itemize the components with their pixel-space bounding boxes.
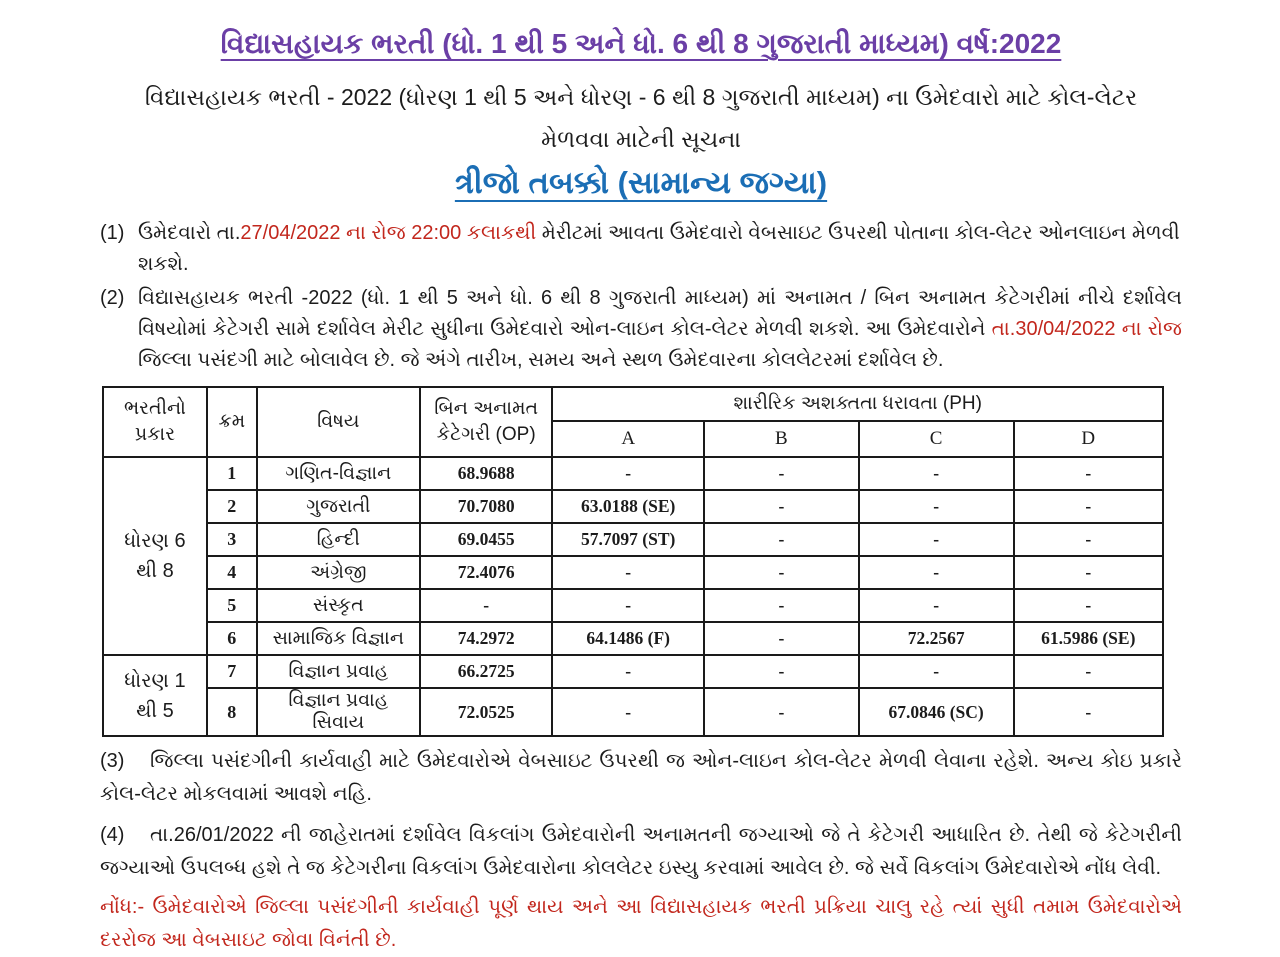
notice-1-date-highlight: 27/04/2022 ના રોજ 22:00 કલાકથી bbox=[240, 222, 537, 244]
subject-cell: ગણિત-વિજ્ઞાન bbox=[257, 457, 420, 490]
notice-1-number: (1) bbox=[100, 222, 125, 244]
subject-cell: વિજ્ઞાન પ્રવાહ bbox=[257, 655, 420, 688]
ph-d-cell: - bbox=[1014, 523, 1164, 556]
op-cutoff-cell: 70.7080 bbox=[420, 490, 553, 523]
op-cutoff-cell: 66.2725 bbox=[420, 655, 553, 688]
header-open-category: બિન અનામત કેટેગરી (OP) bbox=[420, 387, 553, 457]
table-row bbox=[103, 589, 1163, 622]
notice-3 bbox=[100, 745, 1182, 811]
serial-cell: 8 bbox=[207, 688, 257, 736]
serial-cell: 1 bbox=[207, 457, 257, 490]
subtitle-line-1: વિદ્યાસહાયક ભરતી - 2022 (ધોરણ 1 થી 5 અને ધોરણ - 6 થી 8 ગુજરાતી માધ્યમ) ના ઉમેદવારો માટે કોલ-લેટર bbox=[144, 84, 1138, 110]
ph-a-cell: - bbox=[552, 457, 704, 490]
subject-cell: સામાજિક વિજ્ઞાન bbox=[257, 622, 420, 655]
header-ph-a: A bbox=[552, 421, 704, 457]
op-cutoff-cell: 69.0455 bbox=[420, 523, 553, 556]
ph-c-cell: - bbox=[859, 556, 1014, 589]
merit-cutoff-table bbox=[102, 386, 1164, 737]
footer-note bbox=[100, 891, 1182, 957]
ph-d-cell: - bbox=[1014, 556, 1164, 589]
group-cell-std-1-5: ધોરણ 1 થી 5 bbox=[103, 655, 207, 736]
header-ph-c: C bbox=[859, 421, 1014, 457]
table-row bbox=[103, 556, 1163, 589]
op-cutoff-cell: 74.2972 bbox=[420, 622, 553, 655]
footer-note-text: ઉમેદવારોએ જિલ્લા પસંદગીની કાર્યવાહી પૂર્ણ થાય અને આ વિદ્યાસહાયક ભરતી પ્રક્રિયા ચાલુ રહે ત્યાં સુધી તમામ ઉમેદવારોએ દરરોજ આ વેબસાઇટ જોવા વિનંતી છે. bbox=[100, 896, 1182, 951]
subject-cell: સંસ્કૃત bbox=[257, 589, 420, 622]
notice-1 bbox=[100, 218, 1182, 280]
ph-a-cell: - bbox=[552, 589, 704, 622]
ph-a-cell: 64.1486 (F) bbox=[552, 622, 704, 655]
ph-c-cell: 72.2567 bbox=[859, 622, 1014, 655]
ph-d-cell: - bbox=[1014, 457, 1164, 490]
ph-c-cell: - bbox=[859, 655, 1014, 688]
ph-a-cell: - bbox=[552, 556, 704, 589]
table-row bbox=[103, 457, 1163, 490]
op-cutoff-cell: 72.4076 bbox=[420, 556, 553, 589]
table-row bbox=[103, 622, 1163, 655]
ph-b-cell: - bbox=[704, 457, 859, 490]
ph-c-cell: - bbox=[859, 490, 1014, 523]
serial-cell: 6 bbox=[207, 622, 257, 655]
ph-b-cell: - bbox=[704, 523, 859, 556]
header-ph-group: શારીરિક અશક્તતા ધરાવતા (PH) bbox=[552, 387, 1163, 421]
notice-1-text-post: મેરીટમાં આવતા ઉમેદવારો વેબસાઇટ ઉપરથી પોતાના કોલ-લેટર ઓનલાઇન મેળવી શકશે. bbox=[138, 222, 1180, 275]
ph-c-cell: 67.0846 (SC) bbox=[859, 688, 1014, 736]
ph-b-cell: - bbox=[704, 655, 859, 688]
serial-cell: 7 bbox=[207, 655, 257, 688]
ph-a-cell: - bbox=[552, 655, 704, 688]
ph-d-cell: - bbox=[1014, 655, 1164, 688]
ph-a-cell: - bbox=[552, 688, 704, 736]
table-row bbox=[103, 655, 1163, 688]
subject-cell: અંગ્રેજી bbox=[257, 556, 420, 589]
op-cutoff-cell: 72.0525 bbox=[420, 688, 553, 736]
notice-2-text-post: જિલ્લા પસંદગી માટે બોલાવેલ છે. જે અંગે તારીખ, સમય અને સ્થળ ઉમેદવારના કોલલેટરમાં દર્શાવેલ છે. bbox=[138, 349, 944, 371]
notice-2-number: (2) bbox=[100, 287, 125, 309]
notice-2-text-pre: વિદ્યાસહાયક ભરતી -2022 (ધો. 1 થી 5 અને ધો. 6 થી 8 ગુજરાતી માધ્યમ) માં અનામત / બિન અનામત કેટેગરીમાં નીચે દર્શાવેલ વિષયોમાં કેટેગરી સામે દર્શાવેલ મેરીટ સુધીના ઉમેદવારો ઓન-લાઇન કોલ-લેટર મેળવી શકશે. આ ઉમેદવારોને bbox=[138, 287, 1182, 340]
serial-cell: 3 bbox=[207, 523, 257, 556]
header-ph-d: D bbox=[1014, 421, 1164, 457]
ph-d-cell: - bbox=[1014, 589, 1164, 622]
ph-b-cell: - bbox=[704, 622, 859, 655]
ph-a-cell: 57.7097 (ST) bbox=[552, 523, 704, 556]
table-row bbox=[103, 688, 1163, 736]
header-recruitment-type: ભરતીનો પ્રકાર bbox=[103, 387, 207, 457]
subject-cell: હિન્દી bbox=[257, 523, 420, 556]
ph-d-cell: - bbox=[1014, 490, 1164, 523]
header-serial: ક્રમ bbox=[207, 387, 257, 457]
notice-1-text-pre: ઉમેદવારો તા. bbox=[138, 222, 241, 244]
notice-3-number: (3) bbox=[100, 750, 125, 772]
notice-4-text: તા.26/01/2022 ની જાહેરાતમાં દર્શાવેલ વિકલાંગ ઉમેદવારોની અનામતની જગ્યાઓ જે તે કેટેગરી આધારિત છે. તેથી જે કેટેગરીની જગ્યાઓ ઉપલબ્ધ હશે તે જ કેટેગરીના વિકલાંગ ઉમેદવારોના કોલલેટર ઇસ્યુ કરવામાં આવેલ છે. જે સર્વે વિકલાંગ ઉમેદવારોએ નોંધ લેવી. bbox=[100, 824, 1182, 879]
serial-cell: 2 bbox=[207, 490, 257, 523]
ph-b-cell: - bbox=[704, 688, 859, 736]
phase-heading: ત્રીજો તબક્કો (સામાન્ય જગ્યા) bbox=[454, 165, 828, 200]
footer-note-label: નોંધ:- bbox=[100, 896, 145, 918]
notice-4 bbox=[100, 819, 1182, 885]
op-cutoff-cell: 68.9688 bbox=[420, 457, 553, 490]
document-title: વિદ્યાસહાયક ભરતી (ધો. 1 થી 5 અને ધો. 6 થી 8 ગુજરાતી માધ્યમ) વર્ષ:2022 bbox=[220, 28, 1062, 59]
notice-4-number: (4) bbox=[100, 824, 125, 846]
ph-c-cell: - bbox=[859, 589, 1014, 622]
table-row bbox=[103, 523, 1163, 556]
ph-b-cell: - bbox=[704, 556, 859, 589]
op-cutoff-cell: - bbox=[420, 589, 553, 622]
notice-3-text: જિલ્લા પસંદગીની કાર્યવાહી માટે ઉમેદવારોએ વેબસાઇટ ઉપરથી જ ઓન-લાઇન કોલ-લેટર મેળવી લેવાના રહેશે. અન્ય કોઇ પ્રકારે કોલ-લેટર મોકલવામાં આવશે નહિ. bbox=[100, 750, 1182, 805]
group-cell-std-6-8: ધોરણ 6 થી 8 bbox=[103, 457, 207, 655]
ph-d-cell: - bbox=[1014, 688, 1164, 736]
ph-b-cell: - bbox=[704, 589, 859, 622]
ph-b-cell: - bbox=[704, 490, 859, 523]
serial-cell: 4 bbox=[207, 556, 257, 589]
notice-2-date-highlight: તા.30/04/2022 ના રોજ bbox=[991, 318, 1182, 340]
ph-c-cell: - bbox=[859, 457, 1014, 490]
notice-2 bbox=[100, 283, 1182, 376]
subtitle-line-2: મેળવવા માટેની સૂચના bbox=[540, 126, 742, 152]
ph-a-cell: 63.0188 (SE) bbox=[552, 490, 704, 523]
ph-c-cell: - bbox=[859, 523, 1014, 556]
subject-cell: વિજ્ઞાન પ્રવાહ સિવાય bbox=[257, 688, 420, 736]
ph-d-cell: 61.5986 (SE) bbox=[1014, 622, 1164, 655]
header-subject: વિષય bbox=[257, 387, 420, 457]
table-row bbox=[103, 490, 1163, 523]
serial-cell: 5 bbox=[207, 589, 257, 622]
subject-cell: ગુજરાતી bbox=[257, 490, 420, 523]
header-ph-b: B bbox=[704, 421, 859, 457]
